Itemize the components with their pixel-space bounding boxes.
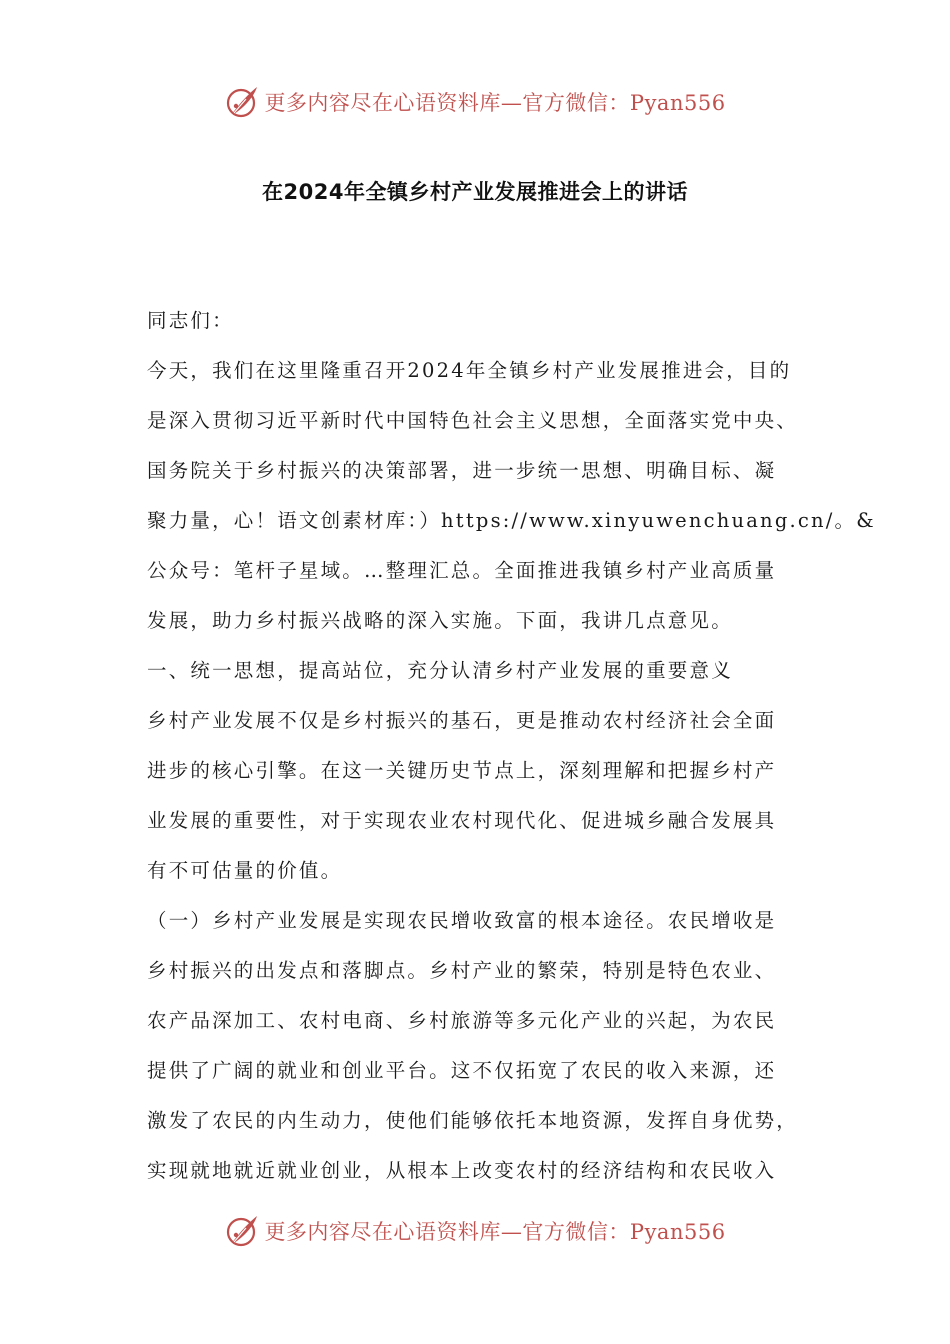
paragraph-line: （一）乡村产业发展是实现农民增收致富的根本途径。农民增收是	[147, 909, 777, 932]
paragraph-line: 国务院关于乡村振兴的决策部署，进一步统一思想、明确目标、凝	[147, 459, 777, 482]
document-body	[147, 296, 876, 1196]
paragraph-line: 乡村振兴的出发点和落脚点。乡村产业的繁荣，特别是特色农业、	[147, 959, 777, 982]
paragraph-line: 农产品深加工、农村电商、乡村旅游等多元化产业的兴起，为农民	[147, 1009, 777, 1032]
paragraph-line: 今天，我们在这里隆重召开2024年全镇乡村产业发展推进会，目的	[147, 359, 792, 382]
header-banner-text: 更多内容尽在心语资料库—官方微信：Pyan556	[264, 91, 726, 115]
paragraph-line: 进步的核心引擎。在这一关键历史节点上，深刻理解和把握乡村产	[147, 759, 777, 782]
paragraph-line: 是深入贯彻习近平新时代中国特色社会主义思想，全面落实党中央、	[147, 409, 799, 432]
salutation: 同志们：	[147, 309, 234, 332]
paragraph-line: 提供了广阔的就业和创业平台。这不仅拓宽了农民的收入来源，还	[147, 1059, 777, 1082]
paragraph-line: 实现就地就近就业创业，从根本上改变农村的经济结构和农民收入	[147, 1159, 777, 1182]
header-banner	[0, 78, 950, 126]
quill-pen-logo-icon	[224, 1213, 260, 1249]
paragraph-line: 乡村产业发展不仅是乡村振兴的基石，更是推动农村经济社会全面	[147, 709, 777, 732]
paragraph-line: 发展，助力乡村振兴战略的深入实施。下面，我讲几点意见。	[147, 609, 733, 632]
document-title: 在2024年全镇乡村产业发展推进会上的讲话	[262, 180, 688, 204]
section-heading: 一、统一思想，提高站位，充分认清乡村产业发展的重要意义	[147, 659, 733, 682]
footer-banner-text: 更多内容尽在心语资料库—官方微信：Pyan556	[264, 1220, 726, 1244]
paragraph-line: 有不可估量的价值。	[147, 859, 343, 882]
paragraph-line: 聚力量，心！语文创素材库：）https://www.xinyuwenchuang.cn/。&	[147, 509, 876, 532]
quill-pen-logo-icon	[224, 84, 260, 120]
footer-banner	[0, 1207, 950, 1255]
paragraph-line: 公众号：笔杆子星域。…整理汇总。全面推进我镇乡村产业高质量	[147, 559, 777, 582]
paragraph-line: 激发了农民的内生动力，使他们能够依托本地资源，发挥自身优势，	[147, 1109, 799, 1132]
paragraph-line: 业发展的重要性，对于实现农业农村现代化、促进城乡融合发展具	[147, 809, 777, 832]
